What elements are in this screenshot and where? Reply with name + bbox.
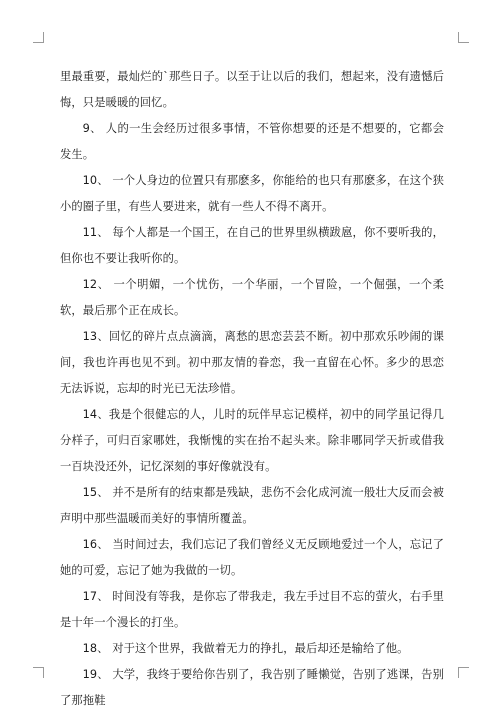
crop-mark-top-right [458,32,469,43]
paragraph-16: 16、 当时间过去，我们忘记了我们曾经义无反顾地爱过一个人，忘记了她的可爱，忘记了她为我做的一切。 [60,538,444,577]
paragraph-18: 18、 对于这个世界，我做着无力的挣扎，最后却还是输给了他。 [82,642,409,655]
crop-mark-bottom-right [458,667,469,678]
crop-mark-bottom-left [33,667,44,678]
paragraph-12: 12、 一个明媚，一个忧伤，一个华丽，一个冒险，一个倔强，一个柔软，最后那个正在成长。 [60,278,444,317]
paragraph-10: 10、 一个人身边的位置只有那麽多，你能给的也只有那麽多，在这个狭小的圈子里，有些人要进来，就有一些人不得不离开。 [60,174,444,213]
document-text-body [60,64,444,714]
paragraph-15: 15、 并不是所有的结束都是残缺，悲伤不会化成河流一般壮大反而会被声明中那些温暖而美好的事情所覆盖。 [60,486,444,525]
paragraph-17: 17、 时间没有等我，是你忘了带我走，我左手过目不忘的萤火，右手里是十年一个漫长的打坐。 [60,590,444,629]
paragraph-continued: 里最重要，最灿烂的`那些日子。以至于让以后的我们，想起来，没有遗憾后悔，只是暖暖的回忆。 [60,70,444,109]
paragraph-19: 19、 大学，我终于要给你告别了，我告别了睡懒觉，告别了逃课，告别了那拖鞋 [60,668,444,707]
paragraph-14: 14、我是个很健忘的人，儿时的玩伴早忘记模样，初中的同学虽记得几分样子，可归百家哪姓，我惭愧的实在抬不起头来。除非哪同学天折或借我一百块没还外，记忆深刻的事好像就没有。 [60,408,444,473]
crop-mark-top-left [33,32,44,43]
paragraph-9: 9、 人的一生会经历过很多事情，不管你想要的还是不想要的，它都会发生。 [60,122,444,161]
paragraph-13: 13、回忆的碎片点点滴滴，离愁的思恋芸芸不断。初中那欢乐吵闹的课间，我也许再也见不到。初中那友情的眷恋，我一直留在心怀。多少的思恋无法诉说，忘却的时光已无法珍惜。 [60,330,444,395]
paragraph-11: 11、 每个人都是一个国王，在自己的世界里纵横跋扈，你不要听我的，但你也不要让我听你的。 [60,226,444,265]
